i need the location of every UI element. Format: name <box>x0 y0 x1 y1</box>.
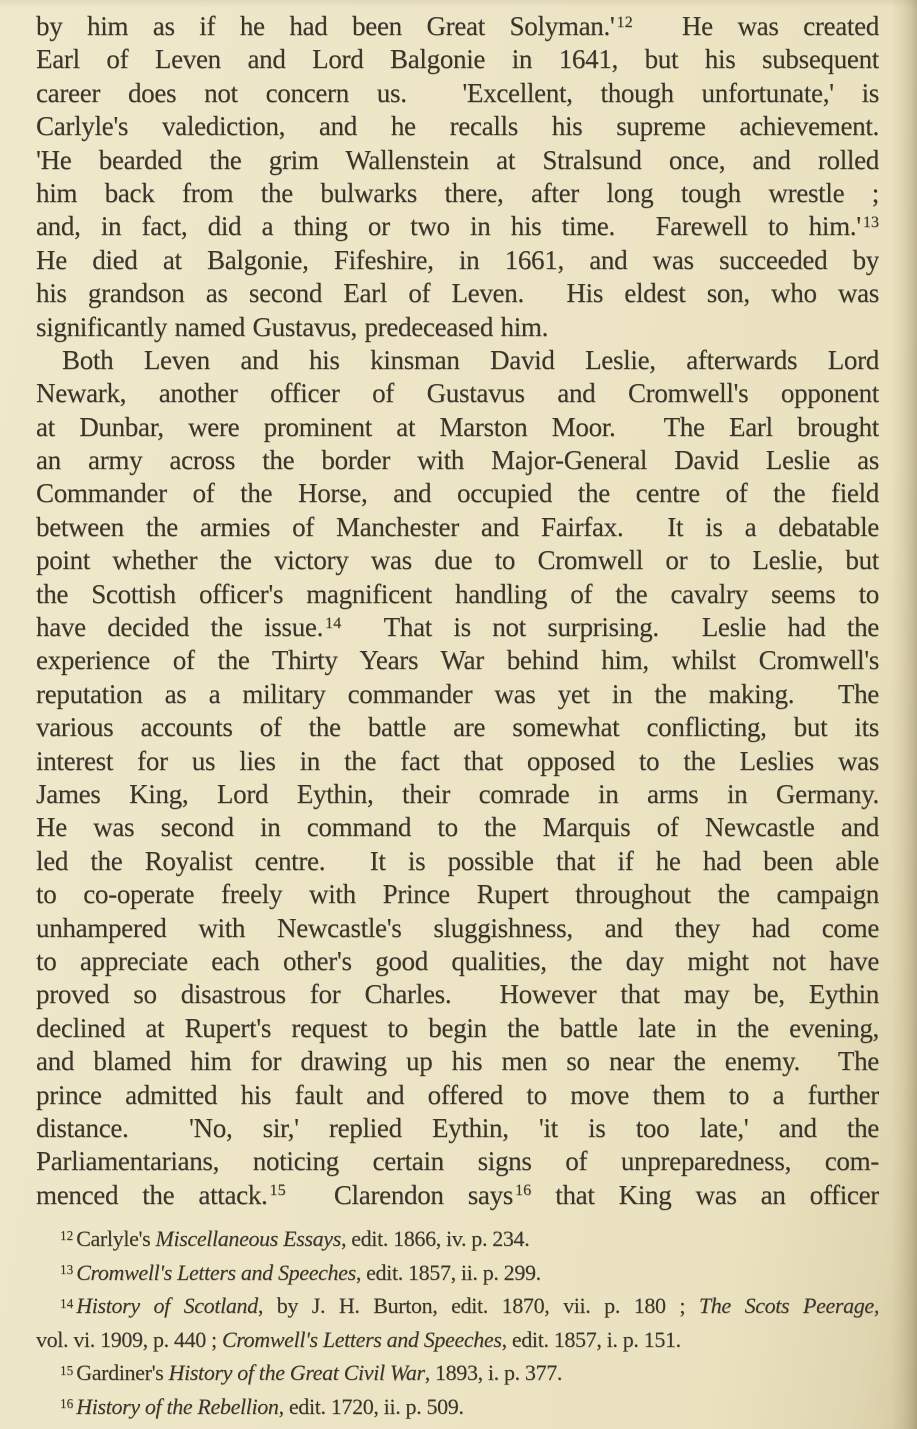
text-line <box>36 878 879 911</box>
text-line <box>36 344 879 377</box>
text-line <box>36 544 879 577</box>
text-line <box>36 778 879 811</box>
footnote-reference: 16 <box>60 1396 74 1412</box>
text-line <box>36 811 879 844</box>
text-line <box>36 1323 879 1357</box>
text-line <box>36 311 879 344</box>
text-run: to co-operate freely with Prince Rupert throughout the campaign <box>36 879 879 910</box>
text-run: at Dunbar, were prominent at Marston Moor. The Earl brought <box>36 411 879 442</box>
text-line <box>36 1079 879 1112</box>
text-run: James King, Lord Eythin, their comrade in arms in Germany. <box>36 778 879 809</box>
text-run: 'He bearded the grim Wallenstein at Stralsund once, and rolled <box>36 144 879 175</box>
text-run: led the Royalist centre. It is possible that if he had been able <box>36 845 879 876</box>
text-line <box>36 644 879 677</box>
body-text <box>36 10 879 1212</box>
text-run: He was created <box>632 11 879 41</box>
text-run: Carlyle's valediction, and he recalls his supreme achievement. <box>36 111 879 142</box>
text-run: have decided the issue. <box>36 612 324 643</box>
book-title-italic: History of the Rebellion <box>76 1393 279 1419</box>
text-run: Clarendon says <box>285 1179 513 1210</box>
text-run: Both Leven and his kinsman David Leslie, afterwards Lord <box>62 344 879 375</box>
text-line <box>36 1256 879 1290</box>
footnote <box>36 1356 879 1390</box>
text-line <box>36 1112 879 1145</box>
book-title-italic: History of the Great Civil War <box>168 1360 425 1386</box>
footnote-reference: 13 <box>60 1262 74 1278</box>
text-run: Gardiner's <box>76 1360 169 1386</box>
text-run: unhampered with Newcastle's sluggishness, and they had come <box>36 912 879 943</box>
text-line <box>36 711 879 744</box>
text-line <box>36 912 879 945</box>
paragraph <box>36 10 879 344</box>
text-line <box>36 177 879 210</box>
text-line <box>36 244 879 277</box>
text-run: significantly named Gustavus, predeceased him. <box>36 311 549 342</box>
text-run: , 1893, i. p. 377. <box>424 1360 563 1386</box>
text-run: Commander of the Horse, and occupied the centre of the field <box>36 478 879 509</box>
paragraph <box>36 344 879 1212</box>
text-run: distance. 'No, sir,' replied Eythin, 'it is too late,' and the <box>36 1112 879 1143</box>
text-line <box>36 210 879 243</box>
text-run: vol. vi. 1909, p. 440 ; <box>36 1326 222 1352</box>
text-run: his grandson as second Earl of Leven. His eldest son, who was <box>36 278 879 309</box>
text-line <box>36 110 879 143</box>
footnote <box>36 1390 879 1424</box>
text-run: point whether the victory was due to Cromwell or to Leslie, but <box>36 545 879 576</box>
text-run: menced the attack. <box>36 1179 268 1210</box>
text-line <box>36 144 879 177</box>
text-run: , edit. 1857, i. p. 151. <box>501 1326 681 1352</box>
book-title-italic: History of Scotland <box>76 1293 258 1319</box>
text-line <box>36 1356 879 1390</box>
book-title-italic: The Scots Peerage, <box>698 1293 879 1319</box>
text-line <box>36 978 879 1011</box>
text-run: That is not surprising. Leslie had the <box>341 612 879 643</box>
text-line <box>36 1179 879 1212</box>
text-run: an army across the border with Major-General David Leslie as <box>36 445 879 476</box>
text-run: , by J. H. Burton, edit. 1870, vii. p. 180 ; <box>257 1293 699 1319</box>
footnote <box>36 1222 879 1256</box>
text-line <box>36 578 879 611</box>
text-line <box>36 77 879 110</box>
text-run: He died at Balgonie, Fifeshire, in 1661, and was succeeded by <box>36 244 879 275</box>
text-line <box>36 377 879 410</box>
text-run: that King was an officer <box>531 1179 879 1210</box>
text-run: He was second in command to the Marquis of Newcastle and <box>36 812 879 843</box>
footnote-reference: 15 <box>269 1181 286 1200</box>
text-run: and, in fact, did a thing or two in his time. Farewell to him.' <box>36 211 861 242</box>
text-run: Earl of Leven and Lord Balgonie in 1641, but his subsequent <box>36 44 879 75</box>
text-run: , edit. 1857, ii. p. 299. <box>355 1259 541 1285</box>
footnote-reference: 14 <box>60 1295 74 1311</box>
text-line <box>36 1145 879 1178</box>
text-line <box>36 678 879 711</box>
text-run: declined at Rupert's request to begin the battle late in the evening, <box>36 1012 879 1043</box>
text-run: him back from the bulwarks there, after long tough wrestle ; <box>36 177 879 208</box>
text-run: reputation as a military commander was yet in the making. The <box>36 678 879 709</box>
footnote-reference: 12 <box>60 1228 74 1244</box>
text-line <box>36 277 879 310</box>
footnote-reference: 12 <box>616 12 633 31</box>
text-run: Parliamentarians, noticing certain signs of unpreparedness, com- <box>36 1146 879 1177</box>
text-line <box>36 511 879 544</box>
footnote <box>36 1256 879 1290</box>
text-line <box>36 1289 879 1323</box>
text-run: interest for us lies in the fact that opposed to the Leslies was <box>36 745 879 776</box>
page-top-shading <box>0 0 917 8</box>
text-line <box>36 611 879 644</box>
footnotes <box>36 1222 879 1424</box>
text-run: to appreciate each other's good qualities, the day might not have <box>36 945 879 976</box>
text-line <box>36 1045 879 1078</box>
text-run: prince admitted his fault and offered to move them to a further <box>36 1079 879 1110</box>
text-line <box>36 444 879 477</box>
text-line <box>36 845 879 878</box>
text-run: and blamed him for drawing up his men so near the enemy. The <box>36 1046 879 1077</box>
text-run: career does not concern us. 'Excellent, though unfortunate,' is <box>36 77 879 108</box>
text-line <box>36 1012 879 1045</box>
text-line <box>36 477 879 510</box>
footnote-reference: 13 <box>862 212 879 231</box>
text-run: proved so disastrous for Charles. However that may be, Eythin <box>36 979 879 1010</box>
text-run: the Scottish officer's magnificent handling of the cavalry seems to <box>36 578 879 609</box>
text-line <box>36 411 879 444</box>
book-title-italic: Cromwell's Letters and Speeches <box>221 1326 502 1352</box>
text-run: experience of the Thirty Years War behind him, whilst Cromwell's <box>36 645 879 676</box>
text-run: , edit. 1720, ii. p. 509. <box>278 1393 464 1419</box>
book-title-italic: Cromwell's Letters and Speeches <box>76 1259 356 1285</box>
footnote-reference: 14 <box>325 613 342 632</box>
text-run: Carlyle's <box>76 1226 156 1251</box>
text-run: between the armies of Manchester and Fairfax. It is a debatable <box>36 511 879 542</box>
text-run: Newark, another officer of Gustavus and Cromwell's opponent <box>36 378 879 409</box>
footnote <box>36 1289 879 1356</box>
page-edge-shading <box>891 0 917 1429</box>
text-line <box>36 1222 879 1256</box>
footnote-reference: 16 <box>515 1181 532 1200</box>
text-line <box>36 745 879 778</box>
book-title-italic: Miscellaneous Essays <box>155 1226 341 1251</box>
text-run: various accounts of the battle are somewhat conflicting, but its <box>36 712 879 743</box>
footnote-reference: 15 <box>60 1362 74 1378</box>
text-run: , edit. 1866, iv. p. 234. <box>340 1226 530 1251</box>
text-line <box>36 43 879 76</box>
text-run: by him as if he had been Great Solyman.' <box>36 11 615 41</box>
text-line <box>36 10 879 43</box>
text-line <box>36 945 879 978</box>
text-line <box>36 1390 879 1424</box>
